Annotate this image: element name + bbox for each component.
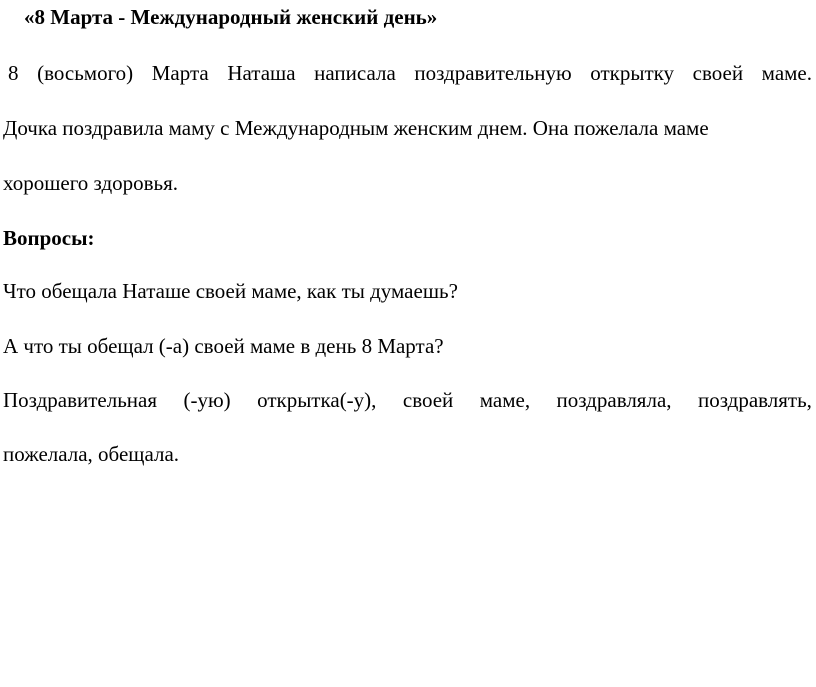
questions-heading: Вопросы: xyxy=(3,226,95,250)
paragraph-word: поздравительную xyxy=(414,61,572,85)
vocab-word: открытка(-у), xyxy=(257,388,377,412)
vocab-word: (-ую) xyxy=(183,388,231,412)
paragraph-word: написала xyxy=(314,61,396,85)
paragraph-word: 8 xyxy=(8,61,19,85)
paragraph-word: (восьмого) xyxy=(37,61,134,85)
paragraph-word: открытку xyxy=(590,61,675,85)
words-line-2: пожелала, обещала. xyxy=(3,442,180,466)
paragraph-line-3: хорошего здоровья. xyxy=(3,171,179,195)
question-2: А что ты обещал (-а) своей маме в день 8 Марта? xyxy=(3,334,444,358)
paragraph-line-2: Дочка поздравила маму с Международным женским днем. Она пожелала маме xyxy=(3,116,709,140)
words-line-1 xyxy=(3,387,812,413)
vocab-word: своей xyxy=(402,388,454,412)
question-1: Что обещала Наташе своей маме, как ты думаешь? xyxy=(3,279,458,303)
paragraph-word: Наташа xyxy=(227,61,296,85)
paragraph-line-1 xyxy=(8,60,812,86)
vocab-word: поздравляла, xyxy=(556,388,672,412)
vocab-word: Поздравительная xyxy=(3,388,158,412)
paragraph-word: своей xyxy=(692,61,744,85)
paragraph-word: маме. xyxy=(761,61,812,85)
document-title: «8 Марта - Международный женский день» xyxy=(24,5,438,29)
vocab-word: маме, xyxy=(479,388,531,412)
paragraph-word: Марта xyxy=(151,61,209,85)
vocab-word: поздравлять, xyxy=(697,388,812,412)
